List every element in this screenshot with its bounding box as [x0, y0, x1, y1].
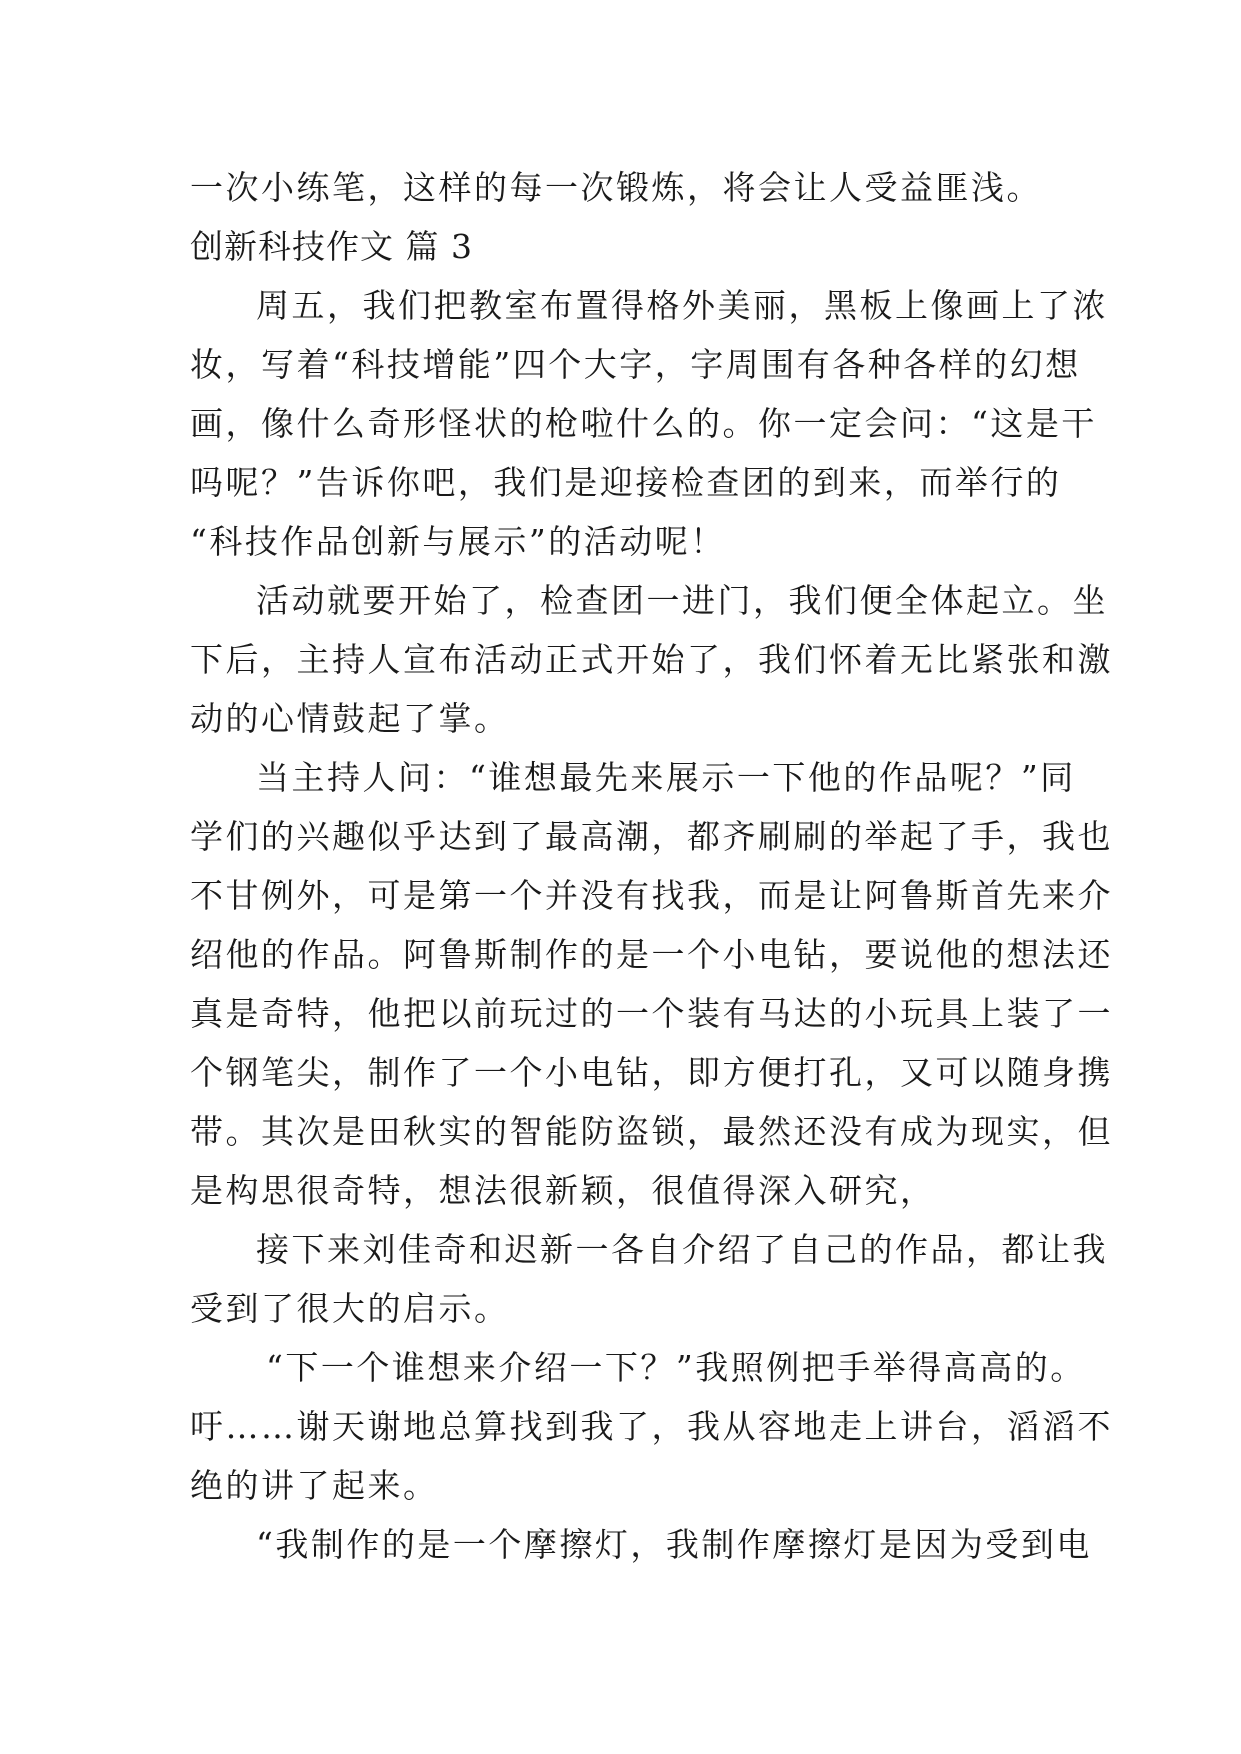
paragraph-line: 吗呢？”告诉你吧，我们是迎接检查团的到来，而举行的 [190, 463, 1062, 502]
paragraph-line: 带。其次是田秋实的智能防盗锁，最然还没有成为现实，但 [190, 1112, 1113, 1151]
paragraph-line: 画，像什么奇形怪状的枪啦什么的。你一定会问：“这是干 [190, 404, 1097, 443]
paragraph-line: 一次小练笔，这样的每一次锻炼，将会让人受益匪浅。 [190, 168, 1042, 207]
paragraph-line: 动的心情鼓起了掌。 [190, 699, 510, 738]
section-heading: 创新科技作文 篇 3 [190, 227, 473, 266]
paragraph-line: 下后，主持人宣布活动正式开始了，我们怀着无比紧张和激 [190, 640, 1113, 679]
paragraph-line: “下一个谁想来介绍一下？”我照例把手举得高高的。 [266, 1348, 1086, 1387]
paragraph-line: 绍他的作品。阿鲁斯制作的是一个小电钻，要说他的想法还 [190, 935, 1113, 974]
paragraph-line: “科技作品创新与展示”的活动呢！ [190, 522, 726, 561]
paragraph-line: 吁……谢天谢地总算找到我了，我从容地走上讲台，滔滔不 [190, 1407, 1113, 1446]
paragraph-line: 是构思很奇特，想法很新颖，很值得深入研究， [190, 1171, 936, 1210]
paragraph-line: 活动就要开始了，检查团一进门，我们便全体起立。坐 [256, 581, 1108, 620]
paragraph-line: 接下来刘佳奇和迟新一各自介绍了自己的作品，都让我 [256, 1230, 1108, 1269]
paragraph-line: 学们的兴趣似乎达到了最高潮，都齐刷刷的举起了手，我也 [190, 817, 1113, 856]
paragraph-line: 当主持人问：“谁想最先来展示一下他的作品呢？”同 [256, 758, 1076, 797]
paragraph-line: 受到了很大的启示。 [190, 1289, 510, 1328]
paragraph-line: 妆，写着“科技增能”四个大字，字周围有各种各样的幻想 [190, 345, 1081, 384]
paragraph-line: 个钢笔尖，制作了一个小电钻，即方便打孔，又可以随身携 [190, 1053, 1113, 1092]
document-body [190, 158, 1113, 1574]
paragraph-line: 真是奇特，他把以前玩过的一个装有马达的小玩具上装了一 [190, 994, 1113, 1033]
paragraph-line: 绝的讲了起来。 [190, 1466, 439, 1505]
paragraph-line: 不甘例外，可是第一个并没有找我，而是让阿鲁斯首先来介 [190, 876, 1113, 915]
paragraph-line: 周五，我们把教室布置得格外美丽，黑板上像画上了浓 [256, 286, 1108, 325]
paragraph-line: “我制作的是一个摩擦灯，我制作摩擦灯是因为受到电 [256, 1525, 1092, 1564]
